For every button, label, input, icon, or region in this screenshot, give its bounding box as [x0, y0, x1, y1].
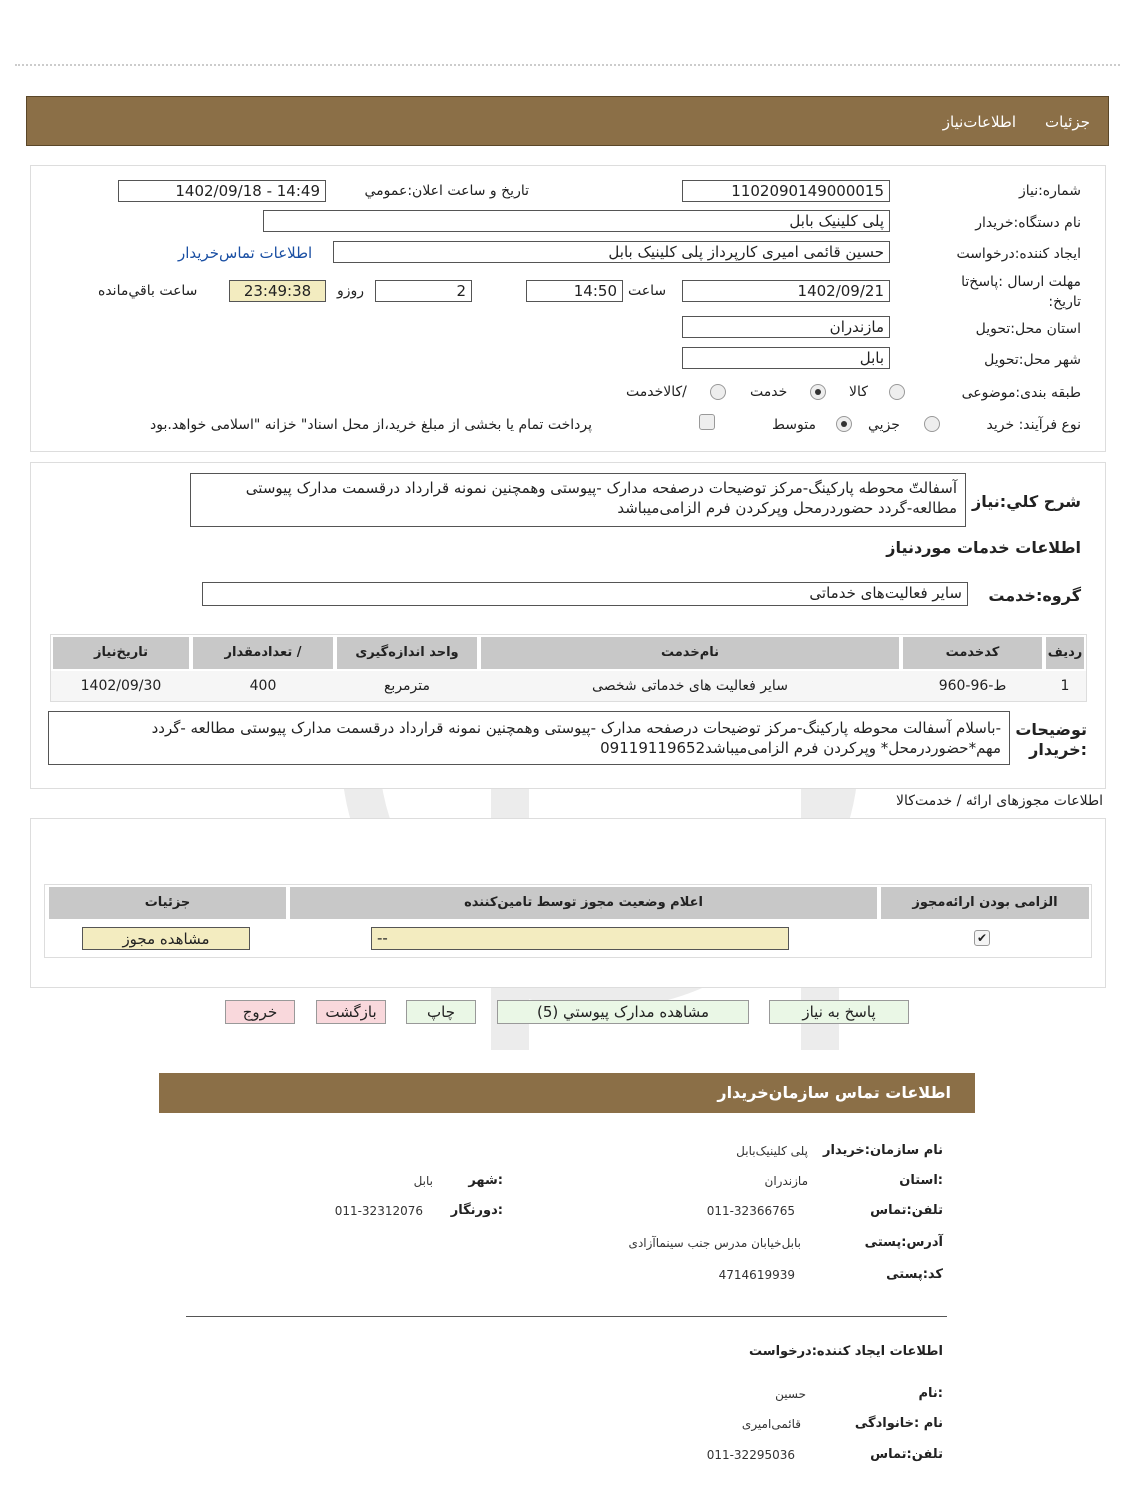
th-row-number: ردیف [1046, 637, 1084, 669]
contact-city-label: :شهر [468, 1173, 503, 1188]
cell-need-date: 1402/09/30 [80, 678, 162, 694]
back-button[interactable]: بازگشت [316, 1000, 386, 1024]
th-need-date: تاریخ‌نیاز [53, 637, 189, 669]
process-medium-radio[interactable] [836, 416, 852, 432]
creator-field: حسین قائمی امیری کارپرداز پلی کلینیک بابل [333, 241, 890, 263]
contact-phone-label: تلفن:تماس [870, 1203, 943, 1218]
category-label: طبقه بندی:موضوعی [961, 385, 1081, 401]
top-divider [15, 64, 1120, 66]
contact-fax-value: 011-32312076 [334, 1204, 423, 1218]
cell-unit: مترمربع [383, 678, 431, 694]
deadline-label: مهلت ارسال :پاسخ‌تا تاریخ: [961, 274, 1081, 310]
summary-text-box: آسفالتّ محوطه پارکینگ-مرکز توضیحات درصفحه مدارک -پیوستی وهمچنین نمونه قرارداد درقسمت مدارک پیوستی مطالعه-گردد حضوردرمحل وپرکردن فرم الزامی‌میباشد [190, 473, 966, 527]
need-number-label: شماره:نیاز [1018, 183, 1081, 199]
category-goods-service-radio[interactable] [710, 384, 726, 400]
creator-last-name-value: قائمی‌امیری [741, 1417, 801, 1431]
announce-label: تاریخ و ساعت اعلان:عمومي [364, 183, 529, 199]
buyer-org-label: نام دستگاه:خریدار [975, 215, 1081, 231]
contact-city-value: بابل [413, 1174, 433, 1188]
deadline-date-field: 1402/09/21 [682, 280, 890, 302]
remaining-label: ساعت باقي‌مانده [98, 283, 198, 299]
province-field: مازندران [682, 316, 890, 338]
days-field: 2 [375, 280, 472, 302]
category-service-radio[interactable] [810, 384, 826, 400]
th-permit-details: جزئیات [49, 887, 286, 919]
city-field: بابل [682, 347, 890, 369]
days-label: روزو [337, 283, 365, 299]
category-service-label: خدمت [750, 384, 788, 400]
view-documents-button[interactable]: مشاهده مدارک پیوستي (5) [497, 1000, 749, 1024]
th-permit-required: الزامی بودن ارائه‌مجوز [881, 887, 1089, 919]
service-group-field: سایر فعالیت‌های خدماتی [202, 582, 968, 606]
creator-info-title: اطلاعات ایجاد کننده:درخواست [749, 1344, 943, 1359]
services-title: اطلاعات خدمات موردنیاز [886, 538, 1081, 557]
view-permit-button[interactable]: مشاهده مجوز [82, 927, 250, 950]
need-number-field: 1102090149000015 [682, 180, 890, 202]
buyer-notes-box: -باسلام آسفالت محوطه پارکینگ-مرکز توضیحات درصفحه مدارک -پیوستی وهمچنین نمونه قرارداد درقسمت مدارک پیوستی مطالعه -گردد مهم*حضوردرمحل* وپرکردن فرم الزامی‌میباشد09119119652 [48, 711, 1010, 765]
contact-phone-value: 011-32366765 [706, 1204, 795, 1218]
service-group-label: گروه:خدمت [988, 586, 1081, 605]
contact-address-label: آدرس:پستی [864, 1235, 943, 1250]
creator-phone-value: 011-32295036 [706, 1448, 795, 1462]
tab-need-info[interactable]: اطلاعات‌نیاز [942, 113, 1016, 131]
creator-phone-label: تلفن:تماس [870, 1447, 943, 1462]
top-header-bar [26, 96, 1109, 146]
process-label: نوع فرآیند: خرید [986, 417, 1081, 433]
contact-province-value: مازندران [764, 1174, 808, 1188]
buyer-contact-link[interactable]: اطلاعات تماس‌خریدار [178, 244, 313, 262]
category-goods-label: کالا [849, 384, 868, 400]
cell-quantity: 400 [249, 678, 277, 694]
table-row [51, 671, 1086, 701]
contact-postal-value: 4714619939 [718, 1268, 795, 1282]
contact-fax-label: :دورنگار [450, 1203, 503, 1218]
process-small-label: جزيي [868, 417, 900, 433]
treasury-payment-checkbox[interactable] [699, 414, 715, 430]
th-quantity: / تعدادمقدار [193, 637, 333, 669]
contact-header-bar [159, 1073, 975, 1113]
tab-details[interactable]: جزئیات [1045, 113, 1090, 131]
contact-divider [186, 1316, 947, 1317]
cell-row-number: 1 [1060, 678, 1070, 694]
process-small-radio[interactable] [924, 416, 940, 432]
th-service-code: کدخدمت [903, 637, 1042, 669]
treasury-payment-note: پرداخت تمام یا بخشی از مبلغ خرید،از محل اسناد" خزانه "اسلامی خواهد.بود [150, 417, 593, 433]
th-permit-status: اعلام وضعیت مجوز توسط تامین‌کننده [290, 887, 877, 919]
creator-label: ایجاد کننده:درخواست [956, 246, 1081, 262]
category-goods-radio[interactable] [889, 384, 905, 400]
contact-header-title: اطلاعات تماس سازمان‌خریدار [717, 1083, 951, 1102]
province-label: استان محل:تحویل [975, 321, 1081, 337]
category-goods-service-label: /کالاخدمت [626, 384, 687, 400]
buyer-org-field: پلی کلینیک بابل [263, 210, 890, 232]
remaining-timer: 23:49:38 [229, 280, 326, 302]
permits-table [44, 884, 1092, 958]
announce-field: 1402/09/18 - 14:49 [118, 180, 326, 202]
contact-org-value: پلی کلینیک‌بابل [736, 1144, 808, 1158]
creator-first-name-label: :نام [918, 1386, 943, 1401]
permit-required-checkbox: ✔ [974, 930, 990, 946]
contact-province-label: :استان [899, 1173, 943, 1188]
buyer-notes-label: توضیحات :خریدار [1015, 720, 1087, 759]
cell-service-code: ط-96-960 [938, 678, 1007, 694]
exit-button[interactable]: خروج [225, 1000, 295, 1024]
summary-label: شرح کلي:نیاز [972, 492, 1081, 511]
services-table [50, 634, 1087, 702]
need-form-panel [30, 165, 1106, 452]
creator-first-name-value: حسین [775, 1387, 806, 1401]
cell-service-name: سایر فعالیت های خدماتی شخصی [592, 678, 788, 694]
th-service-name: نام‌خدمت [481, 637, 899, 669]
deadline-time-field: 14:50 [526, 280, 623, 302]
time-label: ساعت [628, 283, 667, 299]
city-label: شهر محل:تحویل [984, 352, 1081, 368]
process-medium-label: متوسط [772, 417, 816, 433]
reply-button[interactable]: پاسخ به نیاز [769, 1000, 909, 1024]
contact-org-label: نام سازمان:خریدار [823, 1143, 943, 1158]
th-unit: واحد اندازه‌گیری [337, 637, 477, 669]
contact-address-value: بابل‌خیابان مدرس جنب سینماآزادی [628, 1236, 801, 1250]
contact-postal-label: کد:پستی [886, 1267, 943, 1282]
print-button[interactable]: چاپ [406, 1000, 476, 1024]
creator-last-name-label: نام :خانوادگی [854, 1416, 943, 1431]
permits-title: اطلاعات مجوزهای ارائه / خدمت‌کالا [896, 793, 1103, 809]
permit-status-field: -- [371, 927, 789, 950]
